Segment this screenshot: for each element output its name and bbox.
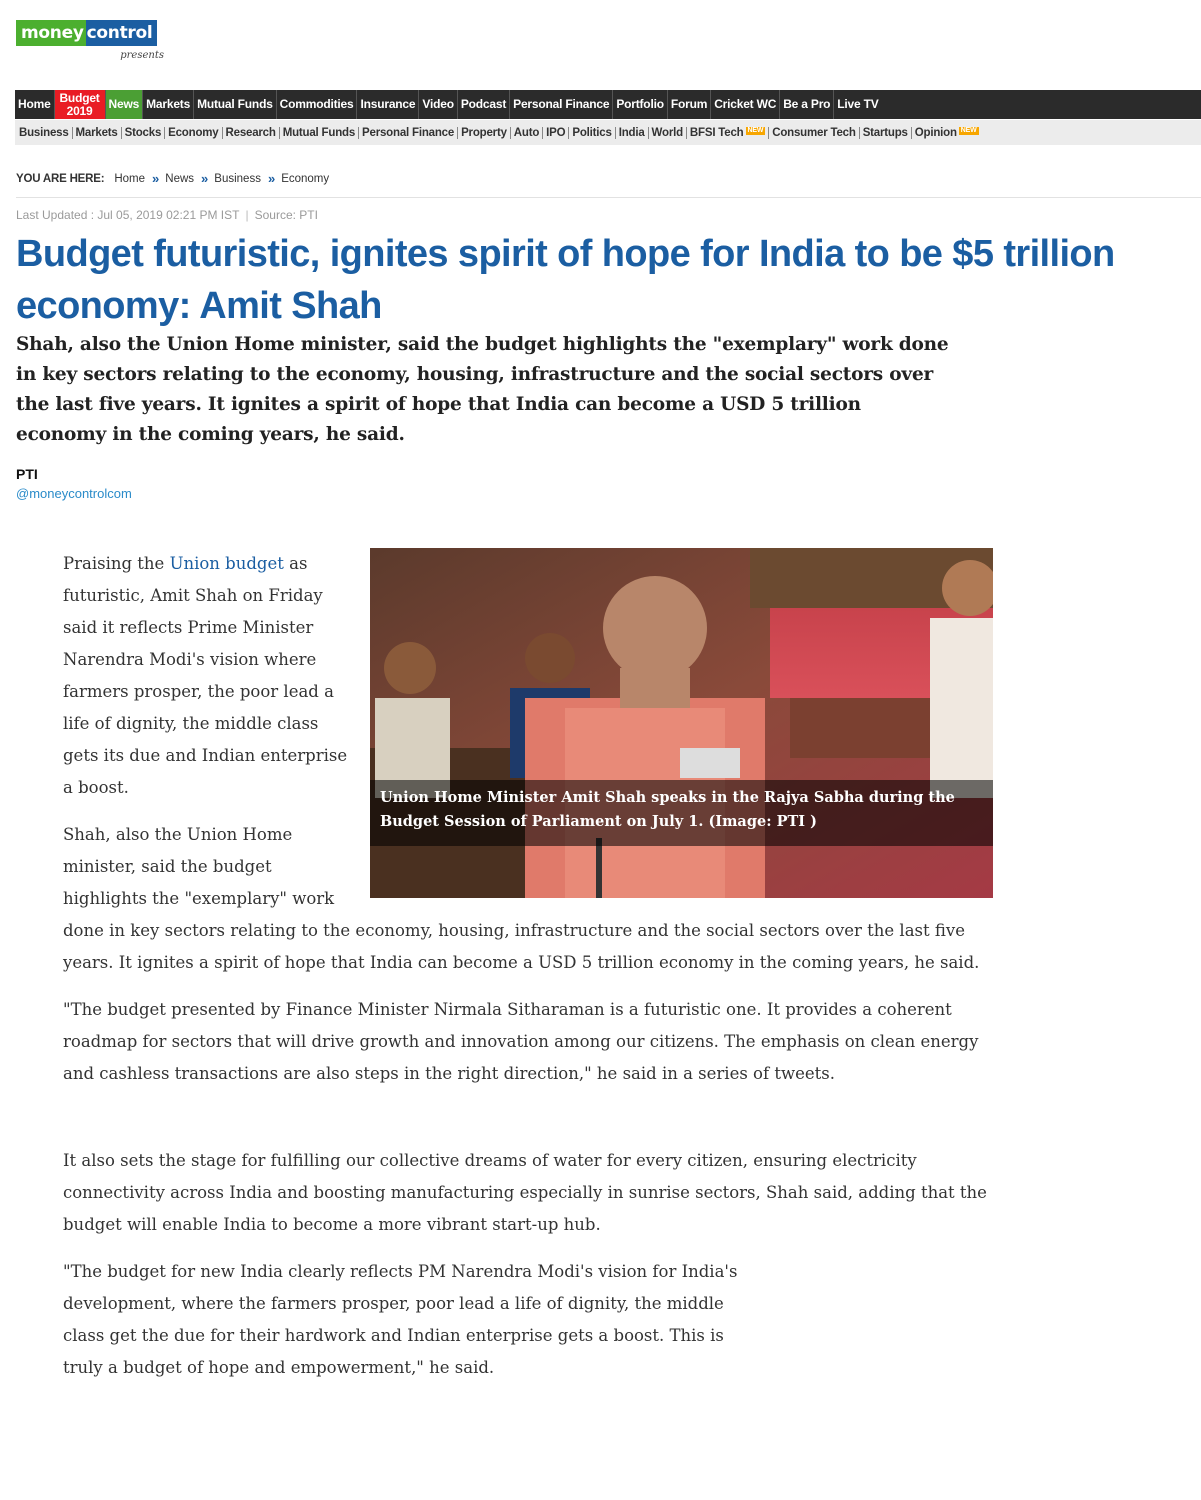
article-source: Source: PTI xyxy=(254,208,318,222)
article-paragraph: It also sets the stage for fulfilling our collective dreams of water for every citizen, ensuring electricity connectivity across India and boosting manufacturing especially in sunrise sectors, Shah said, adding that the budget will enable India to become a more vibrant start-up hub. xyxy=(63,1151,987,1234)
nav-personal-finance[interactable]: Personal Finance xyxy=(510,90,613,119)
article-meta xyxy=(16,208,318,222)
image-caption: Union Home Minister Amit Shah speaks in the Rajya Sabha during the Budget Session of Parliament on July 1. (Image: PTI ) xyxy=(370,780,993,846)
subnav-world[interactable]: World xyxy=(649,127,687,139)
chevron-right-icon: » xyxy=(267,171,273,186)
nav-cricket-wc[interactable]: Cricket WC xyxy=(711,90,780,119)
twitter-handle-link[interactable]: @moneycontrolcom xyxy=(16,486,132,501)
subnav-consumer-tech[interactable]: Consumer Tech xyxy=(769,127,859,139)
logo-control-text: control xyxy=(86,20,158,46)
nav-budget-2019[interactable] xyxy=(55,90,106,119)
nav-video[interactable]: Video xyxy=(419,90,457,119)
paragraph-text: as futuristic, Amit Shah on Friday said it reflects Prime Minister Narendra Modi's vision where farmers prosper, the poor lead a life of dignity, the middle class gets its due and Indian enterprise a boost. xyxy=(63,554,348,797)
new-badge: NEW xyxy=(960,126,977,134)
nav-insurance[interactable]: Insurance xyxy=(357,90,419,119)
article-paragraph: Shah, also the Union Home minister, said the budget highlights the "exemplary" work done in key sectors relating to the economy, housing, infrastructure and the social sectors over the last five years. It ignites a spirit of hope that India can become a USD 5 trillion economy in the coming years, he said. xyxy=(63,825,980,972)
article-author: PTI xyxy=(16,466,38,482)
subnav-property[interactable]: Property xyxy=(458,127,511,139)
logo-wordmark xyxy=(16,20,164,46)
paragraph-text: Praising the xyxy=(63,554,170,573)
subnav-stocks[interactable]: Stocks xyxy=(122,127,166,139)
nav-budget-line1: Budget xyxy=(59,91,100,105)
main-navigation xyxy=(15,90,1201,119)
breadcrumb-economy[interactable]: Economy xyxy=(281,172,330,185)
subnav-politics[interactable]: Politics xyxy=(569,127,615,139)
article-paragraph: "The budget for new India clearly reflects PM Narendra Modi's vision for India's development, where the farmers prosper, poor lead a life of dignity, the middle class get the due for their hardwork and Indian enterprise gets a boost. This is truly a budget of hope and empowerment," he said. xyxy=(63,1262,738,1377)
paragraph-spacer xyxy=(63,1105,993,1145)
nav-commodities[interactable]: Commodities xyxy=(277,90,358,119)
subnav-business[interactable]: Business xyxy=(19,127,73,139)
article-headline: Budget futuristic, ignites spirit of hope for India to be $5 trillion economy: Amit Shah xyxy=(16,233,1115,327)
subnav-bfsi-tech-label: BFSI Tech xyxy=(689,126,744,139)
meta-separator: | xyxy=(245,208,249,222)
subnav-economy[interactable]: Economy xyxy=(165,127,222,139)
nav-podcast[interactable]: Podcast xyxy=(458,90,510,119)
logo-tagline: presents xyxy=(120,50,164,61)
breadcrumb xyxy=(16,171,329,186)
article-summary: Shah, also the Union Home minister, said the budget highlights the "exemplary" work done in key sectors relating to the economy, housing, infrastructure and the social sectors over the last five years. It ignites a spirit of hope that India can become a USD 5 trillion economy in the coming years, he said. xyxy=(16,334,949,445)
breadcrumb-business[interactable]: Business xyxy=(214,172,261,185)
breadcrumb-label: YOU ARE HERE: xyxy=(16,172,105,185)
moneycontrol-logo[interactable] xyxy=(16,20,164,64)
subnav-bfsi-tech[interactable] xyxy=(687,127,769,139)
sub-navigation xyxy=(15,120,1201,145)
breadcrumb-news[interactable]: News xyxy=(165,172,195,185)
subnav-markets[interactable]: Markets xyxy=(73,127,122,139)
breadcrumb-home[interactable]: Home xyxy=(114,172,146,185)
union-budget-link[interactable]: Union budget xyxy=(169,554,284,573)
nav-mutual-funds[interactable]: Mutual Funds xyxy=(194,90,277,119)
subnav-auto[interactable]: Auto xyxy=(511,127,543,139)
subnav-india[interactable]: India xyxy=(616,127,649,139)
chevron-right-icon: » xyxy=(201,171,206,186)
nav-live-tv[interactable]: Live TV xyxy=(837,97,879,111)
logo-money-text: money xyxy=(16,20,86,46)
subnav-opinion-label: Opinion xyxy=(914,126,957,139)
subnav-startups[interactable]: Startups xyxy=(860,127,912,139)
article-image[interactable] xyxy=(370,548,993,898)
subnav-mutual-funds[interactable]: Mutual Funds xyxy=(280,127,359,139)
article-paragraph: "The budget presented by Finance Minister Nirmala Sitharaman is a futuristic one. It provides a coherent roadmap for sectors that will drive growth and innovation among our citizens. The emphasis on clean energy and cashless transactions are also steps in the right direction," he said in a series of tweets. xyxy=(63,1000,979,1083)
nav-be-a-pro[interactable]: Be a Pro xyxy=(780,90,834,119)
subnav-opinion[interactable] xyxy=(912,127,982,139)
nav-home[interactable]: Home xyxy=(15,90,55,119)
new-badge: NEW xyxy=(747,126,764,134)
article-body xyxy=(63,548,993,1399)
subnav-research[interactable]: Research xyxy=(223,127,280,139)
nav-news[interactable]: News xyxy=(106,90,144,119)
nav-portfolio[interactable]: Portfolio xyxy=(613,90,668,119)
chevron-right-icon: » xyxy=(152,171,157,186)
nav-budget-line2: 2019 xyxy=(66,104,93,118)
nav-markets[interactable]: Markets xyxy=(143,90,194,119)
last-updated: Last Updated : Jul 05, 2019 02:21 PM IST xyxy=(16,208,240,222)
subnav-personal-finance[interactable]: Personal Finance xyxy=(359,127,458,139)
header-divider xyxy=(16,197,1201,198)
subnav-ipo[interactable]: IPO xyxy=(543,127,569,139)
nav-forum[interactable]: Forum xyxy=(668,90,711,119)
